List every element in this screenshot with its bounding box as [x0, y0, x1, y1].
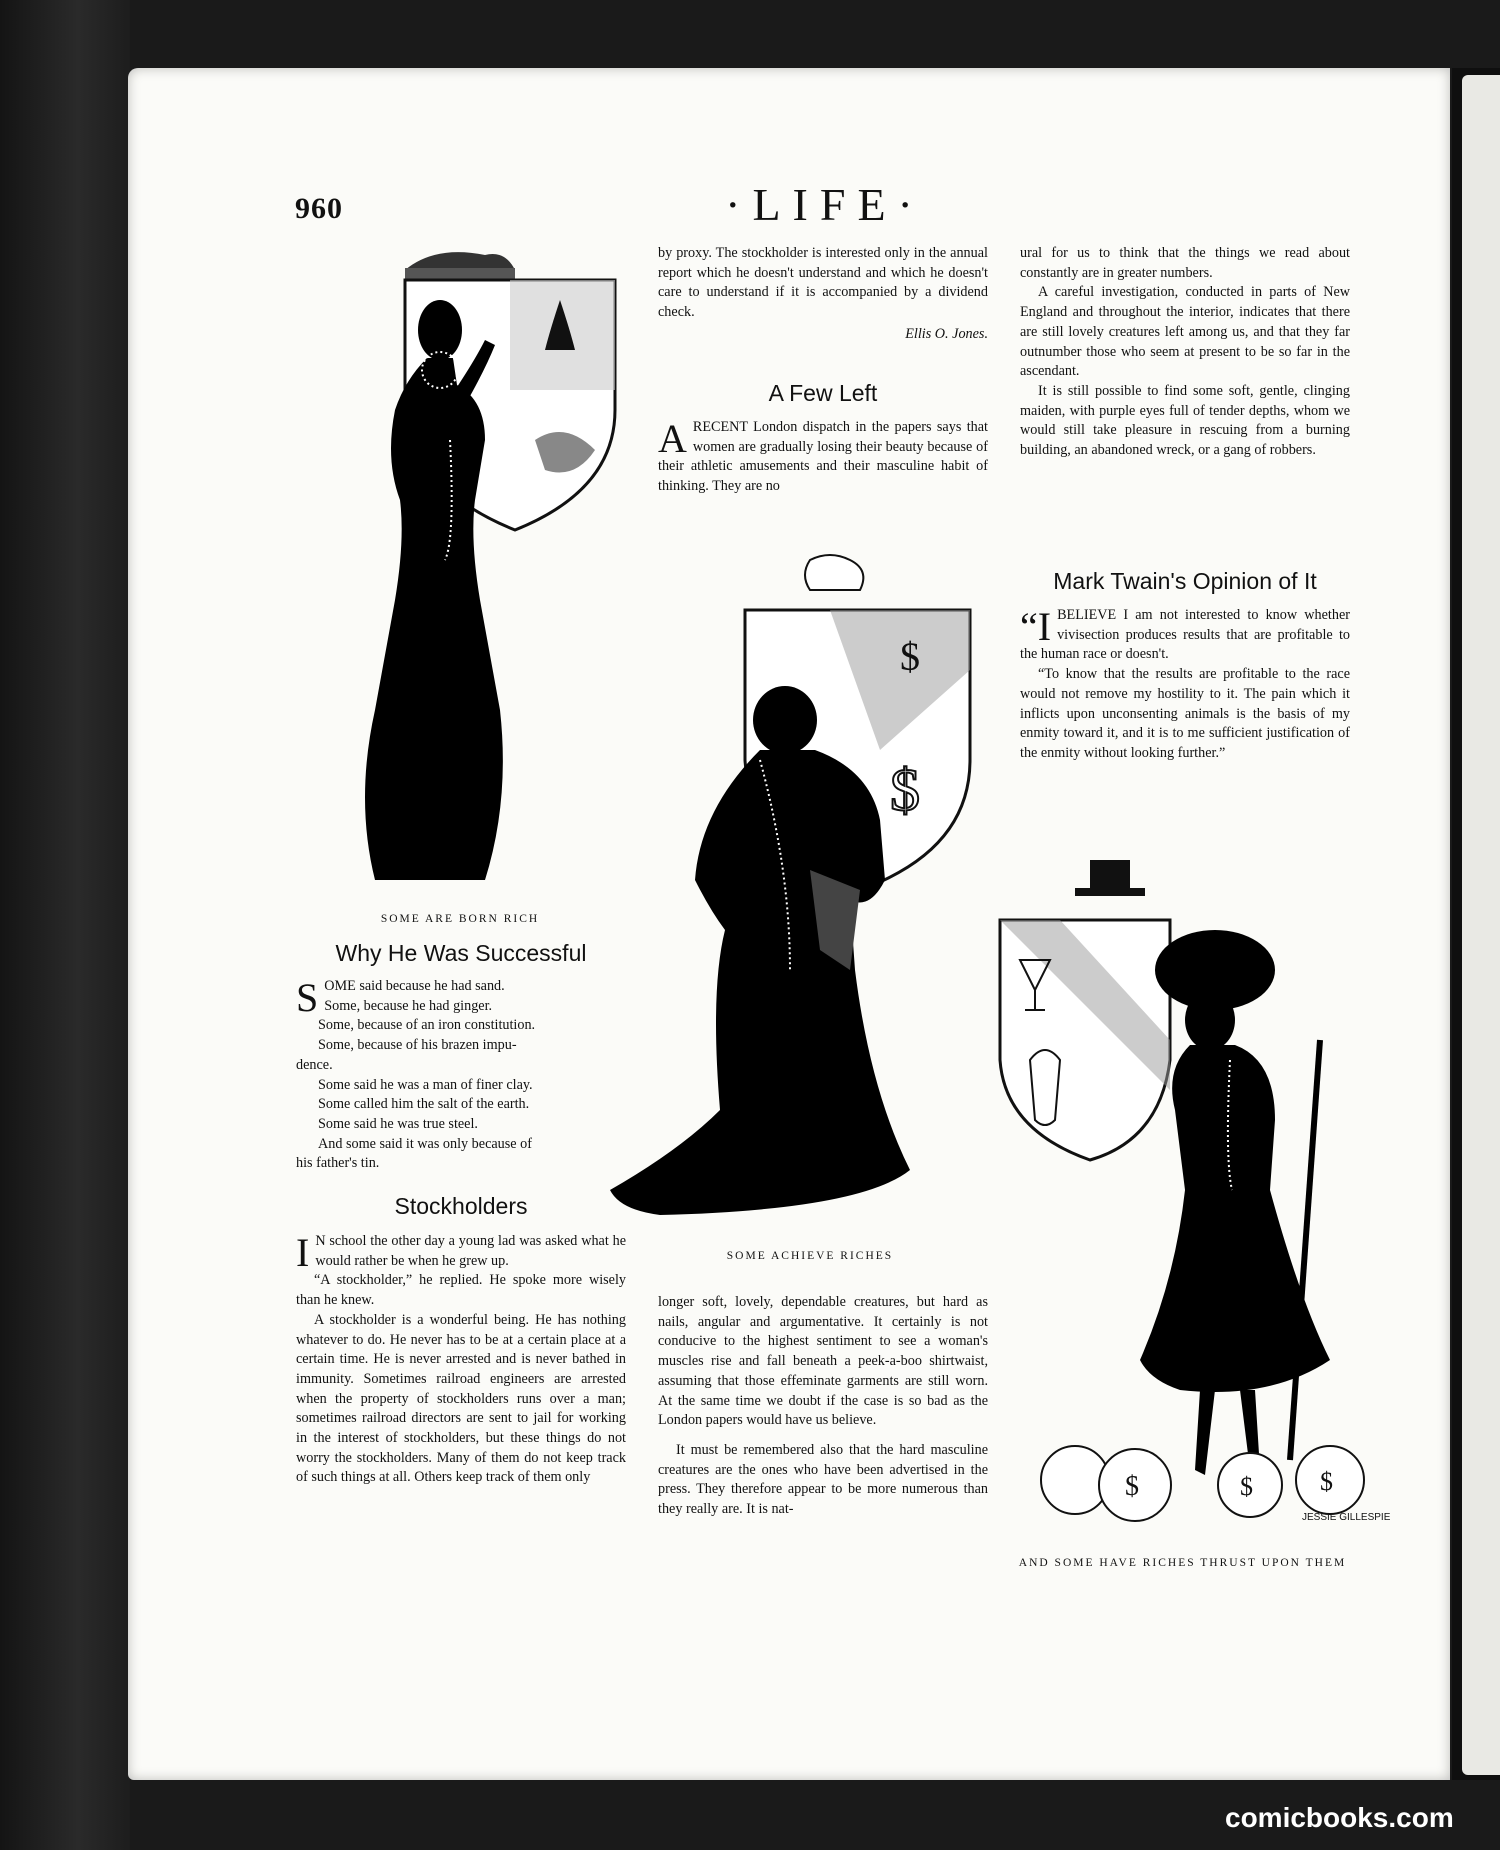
- paragraph: A stockholder is a wonderful being. He has nothing whatever to do. He never has to be at a certain place at a certain time. He is never arrested and is never bathed in immunity. Sometimes railroad engineers are arrested when the property of stockholders runs over a man; sometimes railroad directors are sent to jail for working in the interest of stockholders, but these things do not worry the stockholders. Many of them do not keep track of such things at all. Others keep track of them only: [296, 1311, 626, 1486]
- svg-text:$: $: [900, 634, 920, 679]
- svg-text:$: $: [1125, 1471, 1139, 1502]
- paragraph: N school the other day a young lad was asked what he would rather be when he grew up.: [315, 1233, 626, 1269]
- verse-line: And some said it was only because of: [318, 1135, 532, 1152]
- masthead: ·LIFE·: [725, 179, 925, 230]
- caption-born-rich: SOME ARE BORN RICH: [380, 913, 540, 925]
- paragraph: “To know that the results are profitable to the race would not remove my hostility to it. The pain which it inflicts upon unconsenting animals is the basis of my enmity toward it, and it is to me sufficient justification of the enmity without looking further.”: [1020, 666, 1350, 761]
- svg-text:$: $: [1240, 1472, 1253, 1501]
- article-why-successful: [296, 977, 626, 1174]
- heading-few-left: A Few Left: [768, 380, 878, 406]
- paragraph: longer soft, lovely, dependable creatures, but hard as nails, angular and argumentative. It certainly is not conducive to the highest sentiment to see a woman's muscles rise and fall beneath a peek-a-boo shirtwaist, assuming that those effeminate garments are still worn. At the same time we doubt if the case is so bad as the London papers would have us believe.: [658, 1294, 988, 1429]
- caption-thrust-upon: AND SOME HAVE RICHES THRUST UPON THEM: [1018, 1557, 1347, 1569]
- verse-line: Some said he was true steel.: [318, 1115, 478, 1132]
- byline: Ellis O. Jones.: [905, 325, 988, 342]
- illustration-born-rich: [335, 240, 595, 900]
- paragraph: It must be remembered also that the hard masculine creatures are the ones who have been advertised in the press. They therefore appear to be more numerous than they really are. It is nat-: [658, 1441, 988, 1518]
- svg-text:$: $: [890, 757, 920, 823]
- article-stockholders: [296, 1232, 626, 1488]
- article-few-left-bottom: [658, 1293, 988, 1520]
- verse-line: Some called him the salt of the earth.: [318, 1096, 530, 1113]
- stockholders-continuation: [658, 244, 988, 345]
- paragraph: “A stockholder,” he replied. He spoke more wisely than he knew.: [296, 1272, 626, 1309]
- article-few-left-top: [658, 418, 988, 497]
- verse-line: Some, because he had ginger.: [324, 997, 493, 1014]
- adjacent-page-edge: [1462, 75, 1500, 1775]
- site-watermark: comicbooks.com: [1225, 1802, 1454, 1833]
- paragraph: by proxy. The stockholder is interested only in the annual report which he doesn't understand and which he doesn't care to understand if it is accompanied by a dividend check.: [658, 245, 988, 321]
- article-few-left-col3: [1020, 244, 1350, 461]
- verse-line: Some, because of an iron constitution.: [318, 1017, 536, 1034]
- heading-why-successful: Why He Was Successful: [335, 940, 587, 966]
- paragraph: BELIEVE I am not interested to know whether vivisection produces results that are profitable to the human race or doesn't.: [1020, 607, 1350, 663]
- caption-achieve-riches: SOME ACHIEVE RICHES: [726, 1250, 894, 1262]
- heading-stockholders: Stockholders: [394, 1193, 528, 1219]
- heading-mark-twain: Mark Twain's Opinion of It: [1053, 568, 1317, 594]
- dropcap-a: A: [658, 416, 687, 461]
- svg-text:$: $: [1320, 1467, 1333, 1496]
- paragraph: ural for us to think that the things we read about constantly are in greater numbers.: [1020, 245, 1350, 281]
- paragraph: RECENT London dispatch in the papers says that women are gradually losing their beauty because of their athletic amusements and their masculine habit of thinking. They are no: [658, 419, 988, 495]
- article-mark-twain: [1020, 606, 1350, 764]
- dropcap-i: I: [296, 1230, 310, 1275]
- dropcap-i-quote: “I: [1020, 604, 1052, 649]
- dropcap-s: S: [296, 975, 319, 1020]
- illustration-thrust-upon: [1000, 860, 1380, 1600]
- verse-line: his father's tin.: [296, 1155, 380, 1172]
- illustration-achieve-riches: [600, 550, 980, 1250]
- verse-line: Some, because of his brazen impu-: [318, 1037, 517, 1054]
- scan-border: [0, 0, 130, 1850]
- verse-line: Some said he was a man of finer clay.: [318, 1076, 533, 1093]
- page-number: 960: [295, 192, 343, 225]
- verse-line: OME said because he had sand.: [324, 978, 505, 994]
- artist-signature: JESSIE GILLESPIE: [1302, 1512, 1391, 1523]
- paragraph: It is still possible to find some soft, gentle, clinging maiden, with purple eyes full of tender depths, whom we would still take pleasure in rescuing from a burning building, an abandoned wreck, or a gang of robbers.: [1020, 382, 1350, 459]
- verse-line: dence.: [296, 1056, 333, 1073]
- paragraph: A careful investigation, conducted in parts of New England and throughout the interior, indicates that there are still lovely creatures left among us, and that they far outnumber those who seem at present to be so far in the ascendant.: [1020, 284, 1350, 380]
